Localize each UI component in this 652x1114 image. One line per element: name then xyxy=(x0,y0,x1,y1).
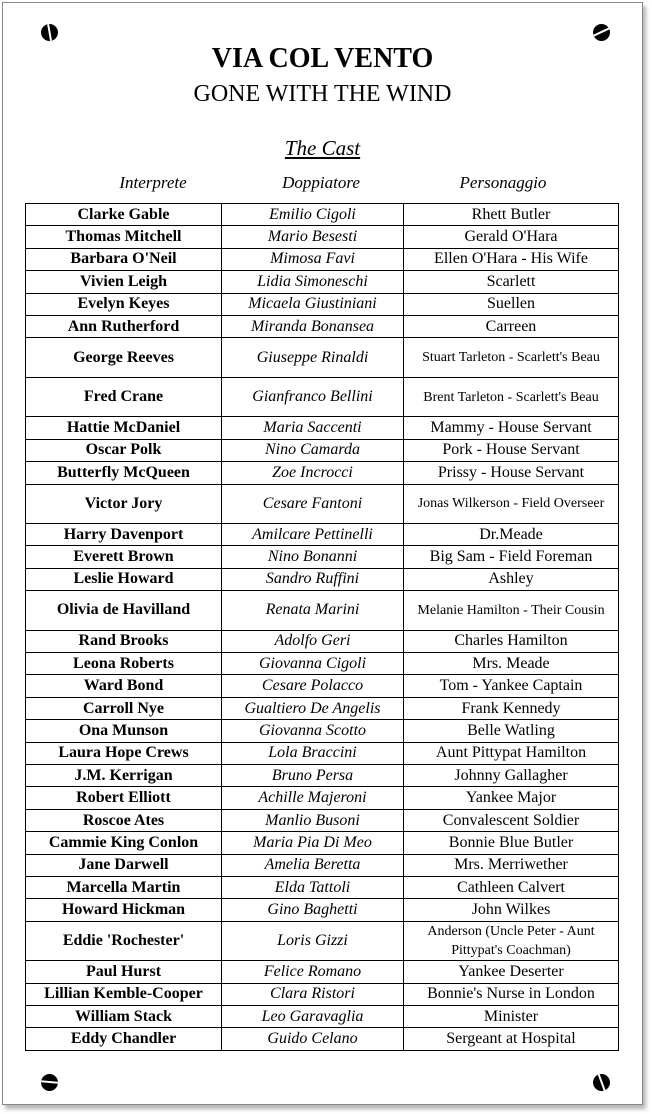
page-subtitle: GONE WITH THE WIND xyxy=(193,81,452,107)
cell-role: Johnny Gallagher xyxy=(404,765,619,787)
cell-actor: Thomas Mitchell xyxy=(26,226,222,248)
cell-actor: Leona Roberts xyxy=(26,653,222,675)
cell-dubber: Cesare Fantoni xyxy=(222,484,404,524)
cell-actor: Ann Rutherford xyxy=(26,315,222,337)
cell-role: Stuart Tarleton - Scarlett's Beau xyxy=(404,338,619,378)
cell-role: Mrs. Merriwether xyxy=(404,854,619,876)
cell-role: Charles Hamilton xyxy=(404,630,619,652)
cell-actor: Ward Bond xyxy=(26,675,222,697)
table-row xyxy=(26,876,619,898)
cell-actor: Vivien Leigh xyxy=(26,271,222,293)
cell-actor: Laura Hope Crews xyxy=(26,742,222,764)
cell-actor: Eddie 'Rochester' xyxy=(26,921,222,961)
cell-dubber: Giovanna Scotto xyxy=(222,720,404,742)
column-header-actor: Interprete xyxy=(119,173,187,192)
table-row xyxy=(26,546,619,568)
screw-top-left-icon xyxy=(41,24,58,41)
cell-dubber: Mimosa Favi xyxy=(222,248,404,270)
table-row xyxy=(26,653,619,675)
table-row xyxy=(26,315,619,337)
page-title: VIA COL VENTO xyxy=(211,43,434,74)
cell-role: Rhett Butler xyxy=(404,204,619,226)
cell-role: Prissy - House Servant xyxy=(404,462,619,484)
cell-role: Bonnie Blue Butler xyxy=(404,832,619,854)
cell-dubber: Emilio Cigoli xyxy=(222,204,404,226)
table-row xyxy=(26,568,619,590)
table-row xyxy=(26,787,619,809)
cell-role: Yankee Major xyxy=(404,787,619,809)
table-row xyxy=(26,720,619,742)
cell-dubber: Cesare Polacco xyxy=(222,675,404,697)
table-row xyxy=(26,899,619,921)
cell-role: Scarlett xyxy=(404,271,619,293)
cell-role: John Wilkes xyxy=(404,899,619,921)
cell-role: Carreen xyxy=(404,315,619,337)
cell-actor: Jane Darwell xyxy=(26,854,222,876)
cell-role: Ellen O'Hara - His Wife xyxy=(404,248,619,270)
cell-actor: William Stack xyxy=(26,1006,222,1028)
cell-role: Big Sam - Field Foreman xyxy=(404,546,619,568)
table-row xyxy=(26,742,619,764)
cell-actor: Barbara O'Neil xyxy=(26,248,222,270)
cell-role: Aunt Pittypat Hamilton xyxy=(404,742,619,764)
table-row xyxy=(26,484,619,524)
cell-dubber: Giuseppe Rinaldi xyxy=(222,338,404,378)
cell-dubber: Renata Marini xyxy=(222,591,404,631)
cell-dubber: Zoe Incrocci xyxy=(222,462,404,484)
cell-dubber: Amelia Beretta xyxy=(222,854,404,876)
cell-dubber: Nino Bonanni xyxy=(222,546,404,568)
section-heading: The Cast xyxy=(284,136,361,160)
table-row xyxy=(26,462,619,484)
table-row xyxy=(26,1006,619,1028)
table-row xyxy=(26,832,619,854)
cell-dubber: Elda Tattoli xyxy=(222,876,404,898)
cell-role: Tom - Yankee Captain xyxy=(404,675,619,697)
table-row xyxy=(26,765,619,787)
cell-actor: George Reeves xyxy=(26,338,222,378)
cell-role: Convalescent Soldier xyxy=(404,809,619,831)
cell-actor: Oscar Polk xyxy=(26,439,222,461)
cell-dubber: Loris Gizzi xyxy=(222,921,404,961)
cell-dubber: Miranda Bonansea xyxy=(222,315,404,337)
cell-actor: Carroll Nye xyxy=(26,697,222,719)
cell-role: Anderson (Uncle Peter - Aunt Pittypat's Coachman) xyxy=(404,921,619,961)
table-row xyxy=(26,338,619,378)
cell-dubber: Giovanna Cigoli xyxy=(222,653,404,675)
cell-actor: Ona Munson xyxy=(26,720,222,742)
cell-role: Bonnie's Nurse in London xyxy=(404,983,619,1005)
cell-actor: Rand Brooks xyxy=(26,630,222,652)
cell-role: Yankee Deserter xyxy=(404,961,619,983)
plaque xyxy=(2,2,643,1105)
cell-role: Jonas Wilkerson - Field Overseer xyxy=(404,484,619,524)
cell-dubber: Mario Besesti xyxy=(222,226,404,248)
cell-role: Melanie Hamilton - Their Cousin xyxy=(404,591,619,631)
cell-role: Dr.Meade xyxy=(404,524,619,546)
cell-role: Ashley xyxy=(404,568,619,590)
cell-dubber: Manlio Busoni xyxy=(222,809,404,831)
cell-dubber: Lola Braccini xyxy=(222,742,404,764)
table-row xyxy=(26,630,619,652)
cell-dubber: Lidia Simoneschi xyxy=(222,271,404,293)
cell-actor: J.M. Kerrigan xyxy=(26,765,222,787)
cell-role: Suellen xyxy=(404,293,619,315)
cell-dubber: Clara Ristori xyxy=(222,983,404,1005)
cell-actor: Evelyn Keyes xyxy=(26,293,222,315)
cell-actor: Howard Hickman xyxy=(26,899,222,921)
cell-dubber: Adolfo Geri xyxy=(222,630,404,652)
cast-table xyxy=(25,203,619,1051)
table-row xyxy=(26,1028,619,1050)
cell-role: Minister xyxy=(404,1006,619,1028)
cell-role: Gerald O'Hara xyxy=(404,226,619,248)
cell-actor: Paul Hurst xyxy=(26,961,222,983)
cell-role: Pork - House Servant xyxy=(404,439,619,461)
table-row xyxy=(26,921,619,961)
cell-dubber: Nino Camarda xyxy=(222,439,404,461)
cell-dubber: Amilcare Pettinelli xyxy=(222,524,404,546)
table-row xyxy=(26,983,619,1005)
cell-dubber: Achille Majeroni xyxy=(222,787,404,809)
column-header-dubber: Doppiatore xyxy=(282,173,360,192)
cell-dubber: Bruno Persa xyxy=(222,765,404,787)
table-row xyxy=(26,417,619,439)
table-row xyxy=(26,524,619,546)
cell-dubber: Felice Romano xyxy=(222,961,404,983)
cell-actor: Robert Elliott xyxy=(26,787,222,809)
table-row xyxy=(26,961,619,983)
cell-actor: Fred Crane xyxy=(26,377,222,417)
cell-role: Mrs. Meade xyxy=(404,653,619,675)
cell-dubber: Gianfranco Bellini xyxy=(222,377,404,417)
cell-dubber: Maria Pia Di Meo xyxy=(222,832,404,854)
cell-dubber: Sandro Ruffini xyxy=(222,568,404,590)
cell-actor: Everett Brown xyxy=(26,546,222,568)
cell-role: Belle Watling xyxy=(404,720,619,742)
cell-actor: Victor Jory xyxy=(26,484,222,524)
cell-role: Sergeant at Hospital xyxy=(404,1028,619,1050)
table-row xyxy=(26,675,619,697)
cell-actor: Harry Davenport xyxy=(26,524,222,546)
column-header-role: Personaggio xyxy=(459,173,547,192)
cell-dubber: Micaela Giustiniani xyxy=(222,293,404,315)
cell-role: Frank Kennedy xyxy=(404,697,619,719)
screw-bottom-right-icon xyxy=(593,1074,610,1091)
table-row xyxy=(26,439,619,461)
table-row xyxy=(26,226,619,248)
cell-actor: Hattie McDaniel xyxy=(26,417,222,439)
table-row xyxy=(26,809,619,831)
cell-dubber: Gualtiero De Angelis xyxy=(222,697,404,719)
cell-role: Cathleen Calvert xyxy=(404,876,619,898)
cell-actor: Cammie King Conlon xyxy=(26,832,222,854)
table-row xyxy=(26,377,619,417)
screw-bottom-left-icon xyxy=(41,1074,58,1091)
cell-actor: Clarke Gable xyxy=(26,204,222,226)
table-row xyxy=(26,697,619,719)
cell-actor: Olivia de Havilland xyxy=(26,591,222,631)
table-row xyxy=(26,204,619,226)
cell-actor: Roscoe Ates xyxy=(26,809,222,831)
cell-actor: Butterfly McQueen xyxy=(26,462,222,484)
cell-dubber: Maria Saccenti xyxy=(222,417,404,439)
cell-actor: Eddy Chandler xyxy=(26,1028,222,1050)
table-row xyxy=(26,591,619,631)
cell-actor: Leslie Howard xyxy=(26,568,222,590)
table-row xyxy=(26,271,619,293)
cell-role: Brent Tarleton - Scarlett's Beau xyxy=(404,377,619,417)
cell-actor: Lillian Kemble-Cooper xyxy=(26,983,222,1005)
table-row xyxy=(26,854,619,876)
cell-dubber: Guido Celano xyxy=(222,1028,404,1050)
cell-dubber: Leo Garavaglia xyxy=(222,1006,404,1028)
table-row xyxy=(26,293,619,315)
table-row xyxy=(26,248,619,270)
cell-actor: Marcella Martin xyxy=(26,876,222,898)
screw-top-right-icon xyxy=(593,24,610,41)
cell-dubber: Gino Baghetti xyxy=(222,899,404,921)
cell-role: Mammy - House Servant xyxy=(404,417,619,439)
